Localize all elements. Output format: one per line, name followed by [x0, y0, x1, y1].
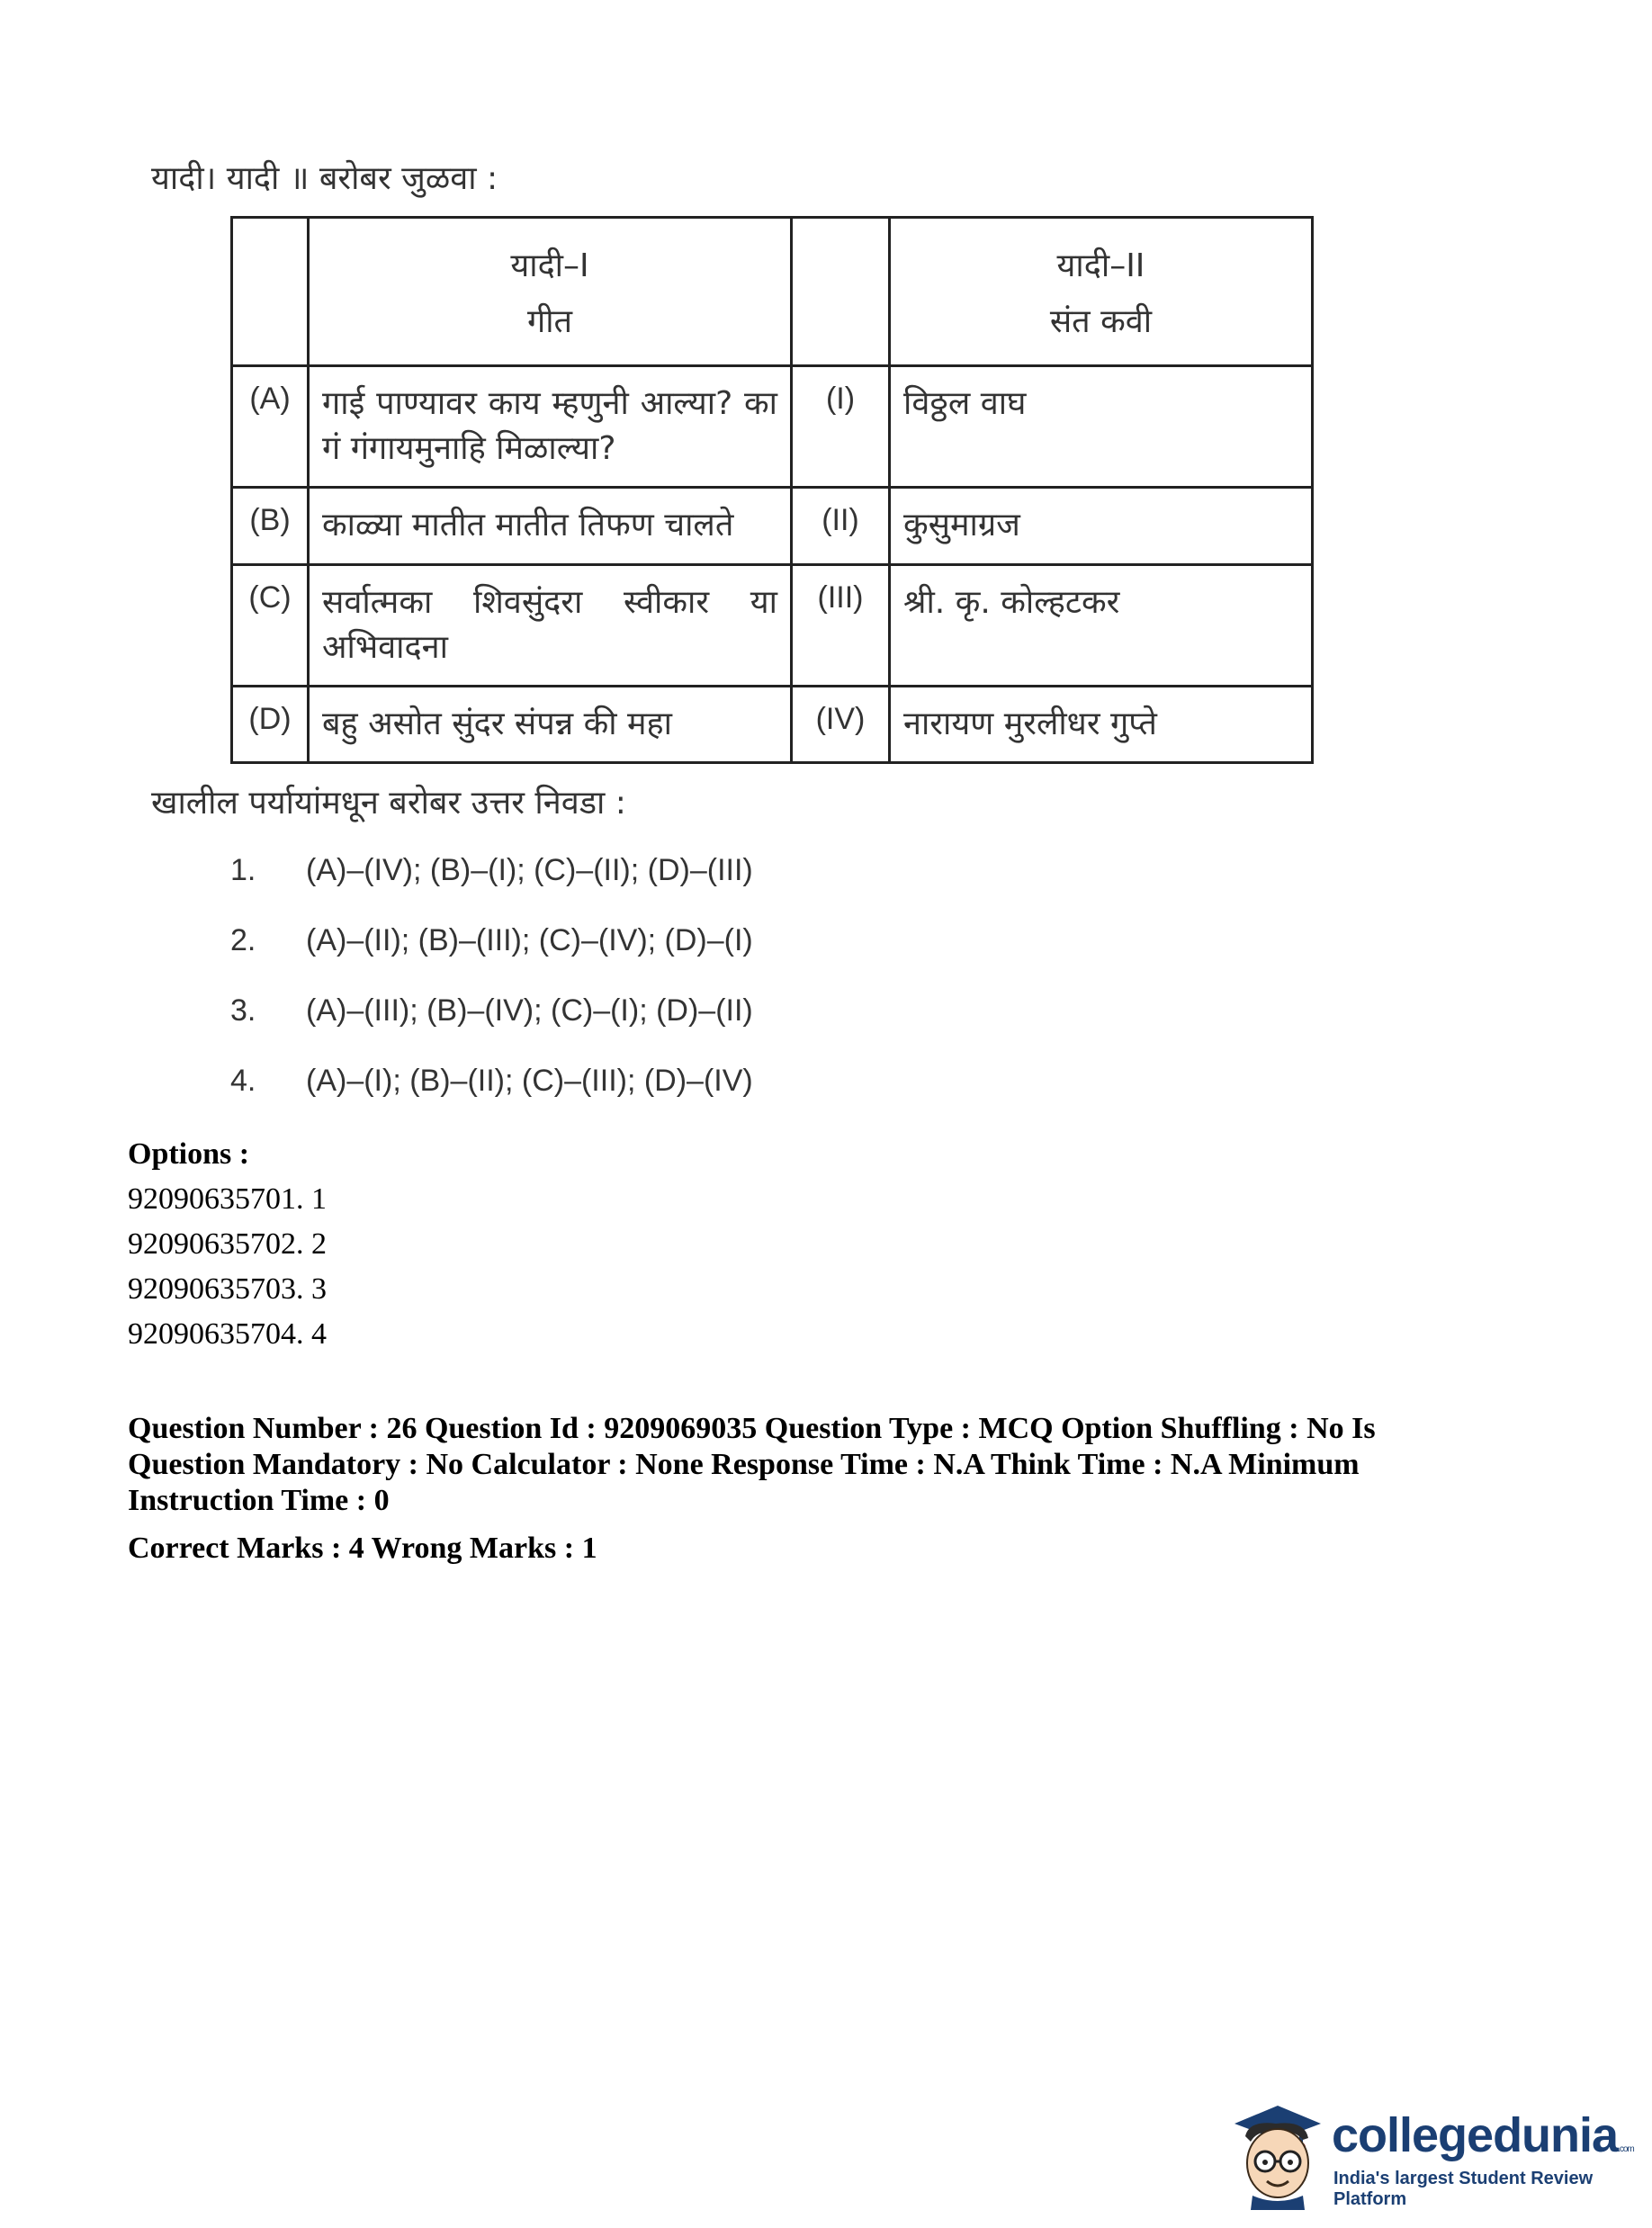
list2-subheader: संत कवी	[1049, 303, 1153, 340]
header-blank-cell	[232, 218, 309, 366]
row-right-text: श्री. कृ. कोल्हटकर	[890, 565, 1313, 687]
options-block	[128, 1132, 327, 1357]
row-left-text: गाई पाण्यावर काय म्हणुनी आल्या? का गं गंगायमुनाहि मिळाल्या?	[309, 366, 792, 488]
header-blank-cell	[792, 218, 890, 366]
row-left-text: काळ्या मातीत मातीत तिफण चालते	[309, 488, 792, 565]
row-right-label: (II)	[792, 488, 890, 565]
collegedunia-logo	[1222, 2093, 1636, 2210]
table-header-row	[232, 218, 1313, 366]
list1-header-cell	[309, 218, 792, 366]
list1-subheader: गीत	[526, 303, 573, 340]
row-right-label: (III)	[792, 565, 890, 687]
list2-header-cell	[890, 218, 1313, 366]
row-left-text: सर्वात्मका शिवसुंदरा स्वीकार या अभिवादना	[309, 565, 792, 687]
match-table	[230, 216, 1314, 764]
choice-text: (A)–(II); (B)–(III); (C)–(IV); (D)–(I)	[306, 923, 753, 957]
list-item	[230, 853, 753, 923]
answer-prompt: खालील पर्यायांमधून बरोबर उत्तर निवडा :	[151, 785, 626, 822]
table-row	[232, 366, 1313, 488]
choice-text: (A)–(IV); (B)–(I); (C)–(II); (D)–(III)	[306, 853, 753, 887]
table-row	[232, 687, 1313, 763]
list-item	[230, 1064, 753, 1134]
option-item: 92090635704. 4	[128, 1317, 327, 1351]
table-row	[232, 488, 1313, 565]
table-row	[232, 565, 1313, 687]
list1-header: यादी–I	[510, 247, 589, 284]
row-right-label: (IV)	[792, 687, 890, 763]
choice-number: 3.	[230, 993, 256, 1028]
choice-number: 4.	[230, 1064, 256, 1098]
choice-text: (A)–(III); (B)–(IV); (C)–(I); (D)–(II)	[306, 993, 753, 1028]
brand-domain: .com	[1618, 2144, 1634, 2154]
choice-number: 1.	[230, 853, 256, 887]
row-left-label: (B)	[232, 488, 309, 565]
row-left-label: (D)	[232, 687, 309, 763]
choice-list	[230, 853, 753, 1134]
row-right-label: (I)	[792, 366, 890, 488]
row-right-text: विठ्ठल वाघ	[890, 366, 1313, 488]
brand-name: collegedunia.com	[1332, 2108, 1634, 2162]
list-item	[230, 923, 753, 993]
row-left-label: (C)	[232, 565, 309, 687]
list2-header: यादी–II	[1056, 247, 1145, 284]
mascot-icon	[1222, 2093, 1330, 2210]
choice-number: 2.	[230, 923, 256, 957]
row-left-label: (A)	[232, 366, 309, 488]
list-item	[230, 993, 753, 1064]
question-instruction: यादी। यादी ॥ बरोबर जुळवा :	[151, 160, 498, 197]
question-metadata: Question Number : 26 Question Id : 9209069035 Question Type : MCQ Option Shuffling : No Is Question Mandatory : No Calculator : None Response Time : N.A Think Time : N.A Minimum Instruction Time : 0	[128, 1412, 1376, 1517]
option-item: 92090635702. 2	[128, 1227, 327, 1261]
row-right-text: नारायण मुरलीधर गुप्ते	[890, 687, 1313, 763]
row-right-text: कुसुमाग्रज	[890, 488, 1313, 565]
option-item: 92090635703. 3	[128, 1272, 327, 1306]
choice-text: (A)–(I); (B)–(II); (C)–(III); (D)–(IV)	[306, 1064, 753, 1098]
row-left-text: बहु असोत सुंदर संपन्न की महा	[309, 687, 792, 763]
option-item: 92090635701. 1	[128, 1182, 327, 1216]
brand-tagline: India's largest Student Review Platform	[1333, 2169, 1594, 2209]
marks-info: Correct Marks : 4 Wrong Marks : 1	[128, 1532, 597, 1565]
options-title: Options :	[128, 1137, 250, 1171]
